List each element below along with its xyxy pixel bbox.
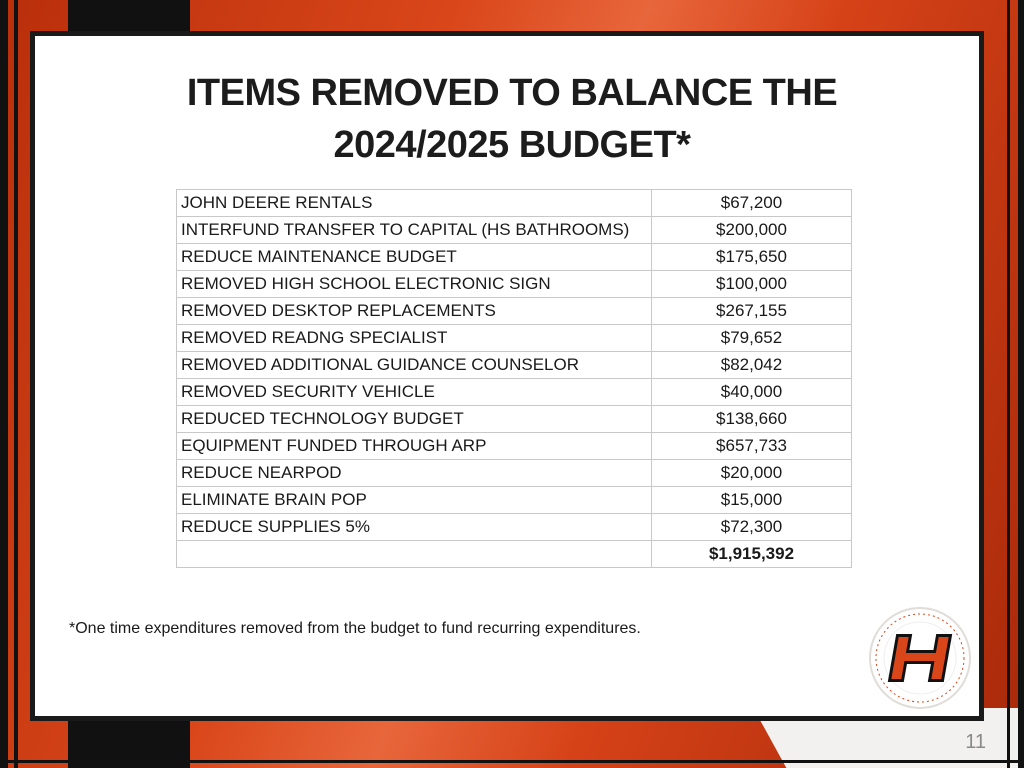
item-cell: REMOVED SECURITY VEHICLE: [177, 379, 652, 406]
amount-cell: $200,000: [652, 217, 852, 244]
amount-cell: $72,300: [652, 514, 852, 541]
amount-cell: $100,000: [652, 271, 852, 298]
title-line-1: ITEMS REMOVED TO BALANCE THE: [186, 72, 838, 115]
table-row: [177, 433, 852, 460]
footnote: *One time expenditures removed from the budget to fund recurring expenditures.: [69, 620, 641, 637]
item-cell: REMOVED DESKTOP REPLACEMENTS: [177, 298, 652, 325]
content-panel: [30, 31, 984, 721]
amount-cell: $267,155: [652, 298, 852, 325]
school-h-seal-icon: [868, 606, 972, 710]
table-row: [177, 271, 852, 298]
amount-cell: $79,652: [652, 325, 852, 352]
amount-cell: $657,733: [652, 433, 852, 460]
table-row: [177, 352, 852, 379]
amount-cell: $175,650: [652, 244, 852, 271]
table-row: [177, 325, 852, 352]
table-row: [177, 460, 852, 487]
item-cell: REDUCE SUPPLIES 5%: [177, 514, 652, 541]
title-line-2: 2024/2025 BUDGET*: [333, 124, 691, 167]
item-cell: REDUCED TECHNOLOGY BUDGET: [177, 406, 652, 433]
budget-table: [176, 189, 852, 568]
amount-cell: $15,000: [652, 487, 852, 514]
item-cell: JOHN DEERE RENTALS: [177, 190, 652, 217]
table-row: [177, 217, 852, 244]
decor-block: [68, 0, 190, 34]
item-cell: REMOVED READNG SPECIALIST: [177, 325, 652, 352]
amount-cell: $20,000: [652, 460, 852, 487]
total-amount-cell: $1,915,392: [652, 541, 852, 568]
item-cell: ELIMINATE BRAIN POP: [177, 487, 652, 514]
table-row: [177, 298, 852, 325]
decor-stripe: [14, 0, 18, 768]
item-cell: REMOVED ADDITIONAL GUIDANCE COUNSELOR: [177, 352, 652, 379]
item-cell: EQUIPMENT FUNDED THROUGH ARP: [177, 433, 652, 460]
item-cell: REDUCE MAINTENANCE BUDGET: [177, 244, 652, 271]
table-row: [177, 514, 852, 541]
decor-line: [0, 760, 1024, 763]
item-cell: REMOVED HIGH SCHOOL ELECTRONIC SIGN: [177, 271, 652, 298]
amount-cell: $67,200: [652, 190, 852, 217]
table-row: [177, 244, 852, 271]
table-row: [177, 379, 852, 406]
amount-cell: $138,660: [652, 406, 852, 433]
table-row: [177, 190, 852, 217]
item-cell: REDUCE NEARPOD: [177, 460, 652, 487]
decor-stripe: [1018, 0, 1024, 768]
decor-stripe: [0, 0, 8, 768]
decor-stripe: [1007, 0, 1010, 768]
amount-cell: $40,000: [652, 379, 852, 406]
table-row: [177, 487, 852, 514]
table-body: [177, 190, 852, 568]
table-total-row: [177, 541, 852, 568]
amount-cell: $82,042: [652, 352, 852, 379]
item-cell: INTERFUND TRANSFER TO CAPITAL (HS BATHROOMS): [177, 217, 652, 244]
total-label-cell: [177, 541, 652, 568]
table-row: [177, 406, 852, 433]
page-number: 11: [965, 731, 986, 753]
slide-title: [35, 67, 989, 171]
